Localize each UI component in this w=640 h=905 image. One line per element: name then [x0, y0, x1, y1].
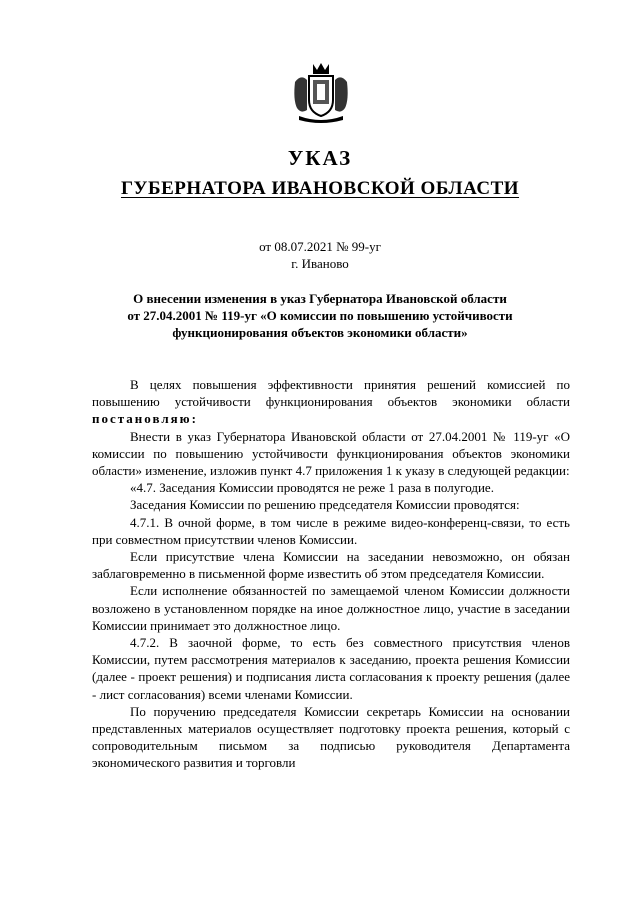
paragraph-5: 4.7.1. В очной форме, в том числе в режиме видео-конференц-связи, то есть при совместном присутствии членов Комиссии. — [92, 514, 570, 547]
paragraph-3: «4.7. Заседания Комиссии проводятся не реже 1 раза в полугодие. — [130, 480, 494, 496]
document-type-title: УКАЗ — [287, 146, 353, 170]
issuer-title-text: ГУБЕРНАТОРА ИВАНОВСКОЙ ОБЛАСТИ — [120, 178, 520, 199]
paragraph-9: По поручению председателя Комиссии секретарь Комиссии на основании представленных материалов осуществляет подготовку проекта решения, который с сопроводительным письмом за подписью руководителя Департамента экономического развития и торговли — [92, 703, 570, 771]
document-body — [92, 376, 570, 772]
issuer-title — [0, 178, 640, 200]
subject-line-1: О внесении изменения в указ Губернатора Ивановской области — [133, 291, 507, 306]
paragraph-8: 4.7.2. В заочной форме, то есть без совместного присутствия членов Комиссии, путем рассмотрения материалов к заседанию, проекта решения Комиссии (далее - проект решения) и подписания листа согласования к проекту решения (далее - лист согласования) всеми членами Комиссии. — [92, 635, 570, 702]
city: г. Иваново — [291, 256, 349, 271]
subject-line-2: от 27.04.2001 № 119-уг «О комиссии по повышению устойчивости — [127, 308, 513, 323]
paragraph-2: Внести в указ Губернатора Ивановской области от 27.04.2001 № 119-уг «О комиссии по повышению устойчивости функционирования объектов экономики области» изменение, изложив пункт 4.7 приложения 1 к указу в следующей редакции: — [92, 428, 570, 479]
date-number: от 08.07.2021 № 99-уг — [259, 239, 381, 254]
paragraph-7: Если исполнение обязанностей по замещаемой членом Комиссии должности возложено в установленном порядке на иное должностное лицо, участие в заседании Комиссии принимает это должностное лицо. — [92, 583, 570, 633]
paragraph-6: Если присутствие члена Комиссии на заседании невозможно, он обязан заблаговременно в письменной форме известить об этом председателя Комиссии. — [92, 549, 570, 582]
paragraph-1 — [92, 376, 570, 428]
decree-word: постановляю: — [92, 411, 198, 427]
paragraph-1-text: В целях повышения эффективности принятия решений комиссией по повышению устойчивости функционирования объектов экономики области — [92, 377, 570, 410]
paragraph-4: Заседания Комиссии по решению председателя Комиссии проводятся: — [130, 497, 520, 513]
document-subject — [80, 290, 560, 341]
coat-of-arms-icon — [291, 60, 351, 124]
subject-line-3: функционирования объектов экономики области» — [172, 325, 468, 340]
date-block — [0, 238, 640, 272]
